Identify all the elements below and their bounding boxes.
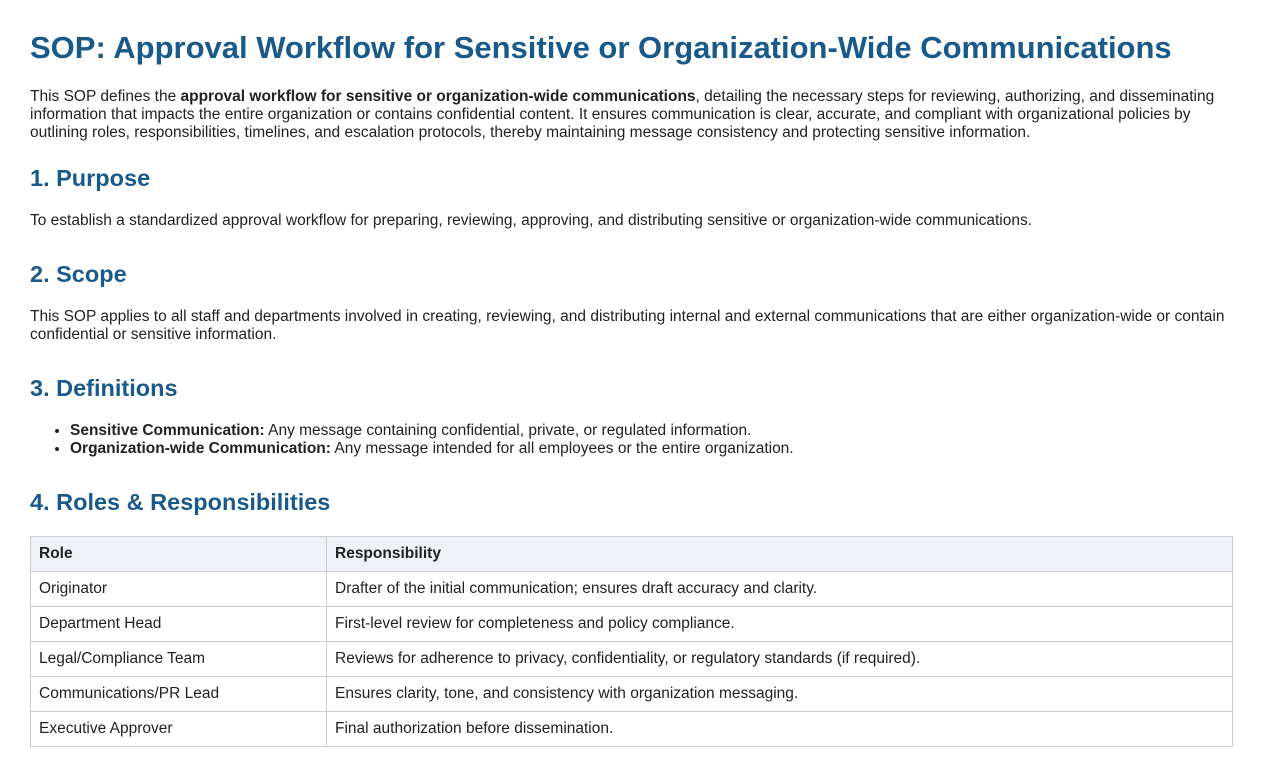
role-cell: Executive Approver — [31, 712, 327, 747]
column-header-responsibility: Responsibility — [327, 537, 1233, 572]
table-row — [31, 642, 1233, 677]
heading-definitions: 3. Definitions — [30, 375, 178, 401]
table-row — [31, 607, 1233, 642]
definition-term: Organization-wide Communication: — [70, 440, 331, 457]
role-cell: Department Head — [31, 607, 327, 642]
definition-desc: Any message containing confidential, private, or regulated information. — [264, 422, 752, 439]
heading-scope: 2. Scope — [30, 261, 127, 287]
scope-text: This SOP applies to all staff and departments involved in creating, reviewing, and distributing internal and external communications that are either organization-wide or contain confidential or sensitive information. — [30, 308, 1225, 343]
list-item — [70, 440, 1233, 458]
intro-bold: approval workflow for sensitive or organization-wide communications — [180, 88, 696, 105]
list-item — [70, 422, 1233, 440]
heading-purpose: 1. Purpose — [30, 165, 151, 191]
definition-term: Sensitive Communication: — [70, 422, 265, 439]
role-cell: Originator — [31, 572, 327, 607]
responsibility-cell: Reviews for adherence to privacy, confidentiality, or regulatory standards (if required). — [327, 642, 1233, 677]
intro-paragraph — [30, 88, 1233, 142]
role-cell: Communications/PR Lead — [31, 677, 327, 712]
responsibility-cell: Ensures clarity, tone, and consistency with organization messaging. — [327, 677, 1233, 712]
table-row — [31, 677, 1233, 712]
heading-roles: 4. Roles & Responsibilities — [30, 489, 331, 515]
column-header-role: Role — [31, 537, 327, 572]
responsibility-cell: First-level review for completeness and policy compliance. — [327, 607, 1233, 642]
table-row — [31, 712, 1233, 747]
responsibility-cell: Drafter of the initial communication; ensures draft accuracy and clarity. — [327, 572, 1233, 607]
responsibility-cell: Final authorization before dissemination. — [327, 712, 1233, 747]
purpose-text: To establish a standardized approval workflow for preparing, reviewing, approving, and distributing sensitive or organization-wide communications. — [30, 212, 1032, 229]
intro-suffix: , detailing the necessary steps for reviewing, authorizing, and disseminating information that impacts the entire organization or contains confidential content. It ensures communication is clear, accurate, and compliant with organizational policies by outlining roles, responsibilities, timelines, and escalation protocols, thereby maintaining message consistency and protecting sensitive information. — [30, 88, 1215, 141]
roles-table — [30, 536, 1233, 747]
intro-prefix: This SOP defines the — [30, 88, 181, 105]
definitions-list — [30, 422, 1233, 458]
page-title: SOP: Approval Workflow for Sensitive or Organization-Wide Communications — [30, 30, 1172, 65]
role-cell: Legal/Compliance Team — [31, 642, 327, 677]
table-row — [31, 572, 1233, 607]
table-header-row — [31, 537, 1233, 572]
definition-desc: Any message intended for all employees or the entire organization. — [330, 440, 794, 457]
